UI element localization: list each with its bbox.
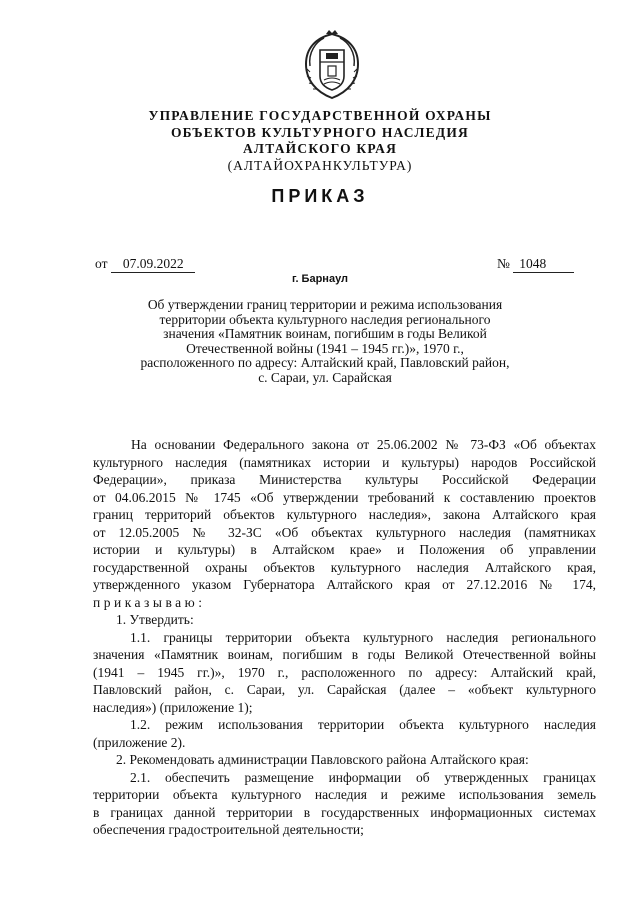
date-prefix: от [95,256,108,271]
org-line-2: ОБЪЕКТОВ КУЛЬТУРНОГО НАСЛЕДИЯ [170,124,470,140]
body-line: Федерации», приказа Министерства культуры Российской Федерации [93,472,596,487]
item-2-1-line: территории объекта культурного наследия и режиме использования земель [93,787,596,802]
organization-name [0,108,640,174]
item-2-1-line: в границах данной территории в государственных информационных системах [93,804,596,820]
item-1-2-line: (приложение 2). [93,734,186,750]
body-line: государственной охраны объектов культурного наследия Алтайского края, [93,559,596,575]
subject-line: территории объекта культурного наследия регионального [159,311,491,327]
document-subject [110,298,540,385]
document-body [93,436,596,839]
item-1-1-line: (1941 – 1945 гг.)», 1970 г., расположенного по адресу: Алтайский край, [93,664,596,680]
item-1-2-line: 1.2. режим использования территории объекта культурного наследия [130,717,596,732]
body-line: от 12.05.2005 № 32-ЗС «Об объектах культурного наследия (памятниках [93,524,596,540]
body-line: На основании Федерального закона от 25.06.2002 № 73-ФЗ «Об объектах [131,437,596,452]
item-1: 1. Утвердить: [116,612,194,627]
item-1-1-line: значения «Памятник воинам, погибшим в годы Великой Отечественной войны [93,647,596,662]
document-number: 1048 [513,256,574,273]
number-prefix: № [497,256,510,271]
subject-line: расположенного по адресу: Алтайский край, Павловский район, [140,355,510,370]
coat-of-arms-emblem [302,28,362,100]
document-date: 07.09.2022 [111,256,195,273]
item-2-1-line: обеспечения градостроительной деятельности; [93,822,364,837]
item-1-1-line: 1.1. границы территории объекта культурного наследия регионального [130,629,596,645]
item-2: 2. Рекомендовать администрации Павловского района Алтайского края: [116,752,529,767]
subject-line: с. Сараи, ул. Сарайская [258,369,392,385]
item-2-1-line: 2.1. обеспечить размещение информации об утвержденных границах [130,769,596,785]
body-line: утвержденного указом Губернатора Алтайского края от 27.12.2016 № 174, [93,577,596,592]
order-word: приказываю: [93,594,206,610]
number-line [497,256,574,273]
subject-line: значения «Памятник воинам, погибшим в годы Великой [163,326,487,341]
item-1-1-line: Павловский район, с. Сараи, ул. Сарайская (далее – «объект культурного [93,682,596,697]
body-line: границ территорий объектов культурного наследия», закона Алтайского края [93,507,596,522]
body-line: от 04.06.2015 № 1745 «Об утверждении требований к составлению проектов [93,489,596,505]
subject-line: Отечественной войны (1941 – 1945 гг.)», 1970 г., [186,340,464,356]
body-line: культурного наследия (памятниках истории и культуры) народов Российской [93,454,596,470]
body-line: истории и культуры) в Алтайском крае» и Положения об управлении [93,542,596,557]
city-name: г. Барнаул [291,273,349,285]
date-line [95,256,195,273]
document-type-title: ПРИКАЗ [271,186,369,206]
subject-line: Об утверждении границ территории и режима использования [147,297,503,312]
item-1-1-line: наследия») (приложение 1); [93,699,253,715]
org-line-1: УПРАВЛЕНИЕ ГОСУДАРСТВЕННОЙ ОХРАНЫ [148,108,492,123]
org-line-3: АЛТАЙСКОГО КРАЯ [242,141,398,156]
org-short-name: (АЛТАЙОХРАНКУЛЬТУРА) [227,157,413,173]
